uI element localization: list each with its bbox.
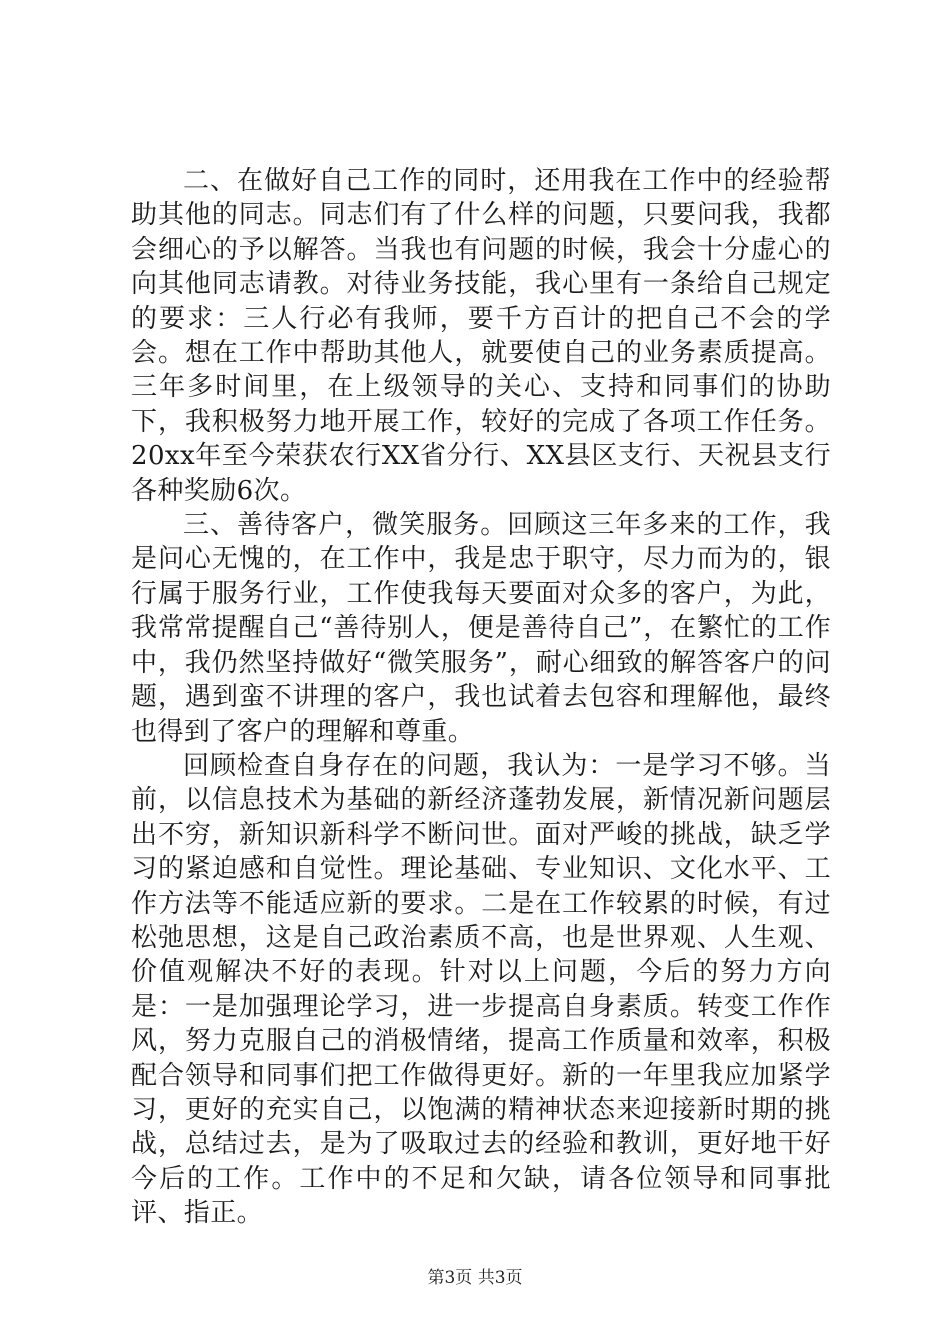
document-body [131, 164, 831, 1231]
page-number: 第3页 [427, 1268, 473, 1288]
paragraph-service-help: 二、在做好自己工作的同时，还用我在工作中的经验帮助其他的同志。同志们有了什么样的问题，只要问我，我都会细心的予以解答。当我也有问题的时候，我会十分虚心的向其他同志请教。对待业务技能，我心里有一条给自己规定的要求：三人行必有我师，要千方百计的把自己不会的学会。想在工作中帮助其他人，就要使自己的业务素质提高。三年多时间里，在上级领导的关心、支持和同事们的协助下，我积极努力地开展工作，较好的完成了各项工作任务。20xx年至今荣获农行XX省分行、XX县区支行、天祝县支行各种奖励6次。 [131, 166, 831, 506]
page-total: 共3页 [477, 1268, 523, 1288]
paragraph-self-review: 回顾检查自身存在的问题，我认为：一是学习不够。当前，以信息技术为基础的新经济蓬勃发展，新情况新问题层出不穷，新知识新科学不断问世。面对严峻的挑战，缺乏学习的紧迫感和自觉性。理论基础、专业知识、文化水平、工作方法等不能适应新的要求。二是在工作较累的时候，有过松弛思想，这是自己政治素质不高，也是世界观、人生观、价值观解决不好的表现。针对以上问题，今后的努力方向是：一是加强理论学习，进一步提高自身素质。转变工作作风，努力克服自己的消极情绪，提高工作质量和效率，积极配合领导和同事们把工作做得更好。新的一年里我应加紧学习，更好的充实自己，以饱满的精神状态来迎接新时期的挑战，总结过去，是为了吸取过去的经验和教训，更好地干好今后的工作。工作中的不足和欠缺，请各位领导和同事批评、指正。 [131, 750, 831, 1229]
paragraph-customer-service: 三、善待客户，微笑服务。回顾这三年多来的工作，我是问心无愧的，在工作中，我是忠于职守，尽力而为的，银行属于服务行业，工作使我每天要面对众多的客户，为此，我常常提醒自己“善待别人，便是善待自己”，在繁忙的工作中，我仍然坚持做好“微笑服务”，耐心细致的解答客户的问题，遇到蛮不讲理的客户，我也试着去包容和理解他，最终也得到了客户的理解和尊重。 [131, 510, 831, 747]
page-footer [0, 1268, 950, 1288]
